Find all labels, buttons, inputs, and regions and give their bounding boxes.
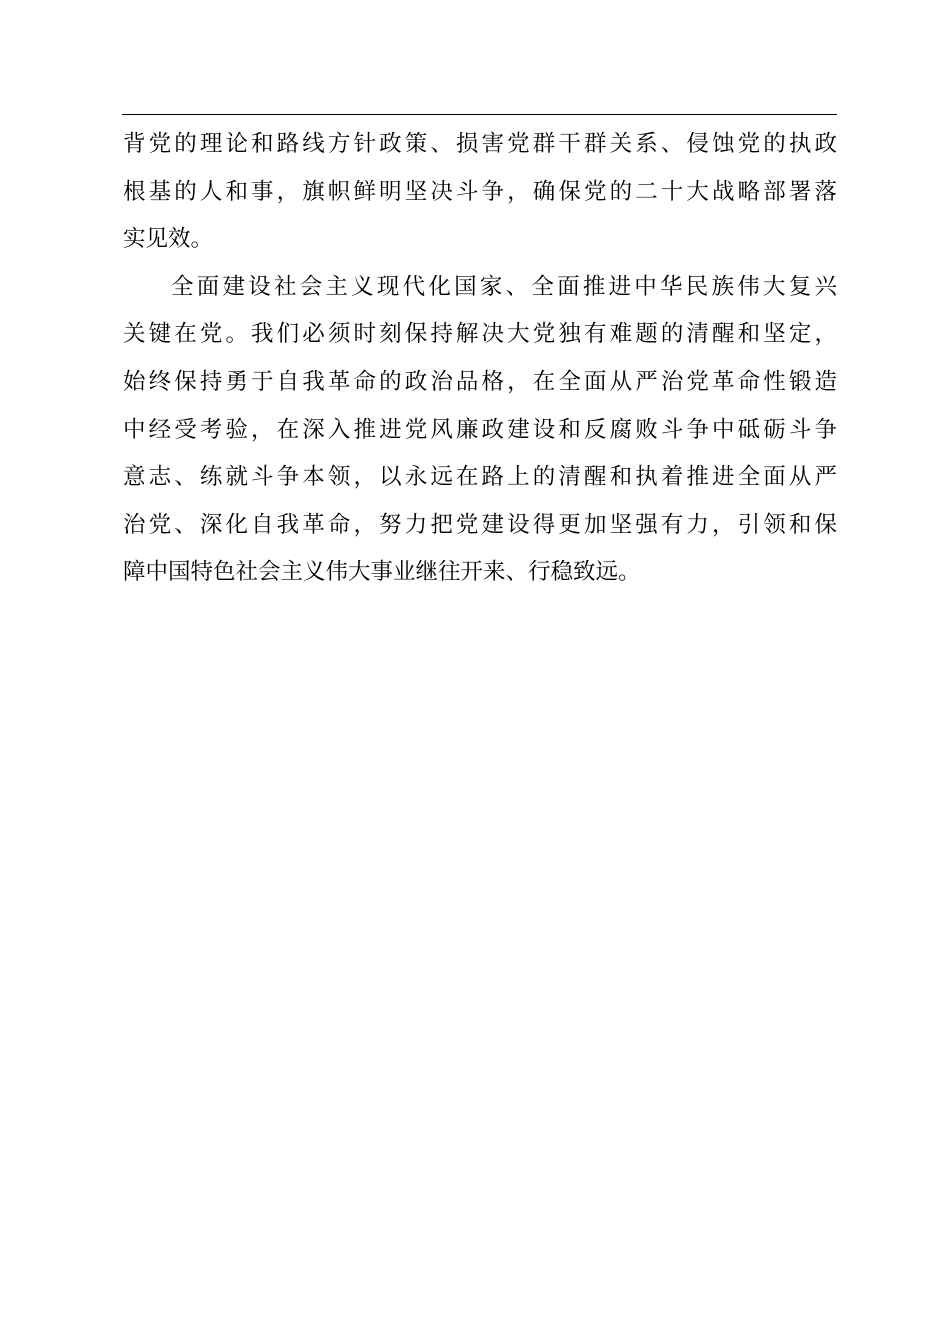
text-line: 关键在党。我们必须时刻保持解决大党独有难题的清醒和坚定， (123, 321, 837, 348)
paragraph (123, 121, 837, 264)
text-line: 治党、深化自我革命，努力把党建设得更加坚强有力，引领和保 (123, 511, 837, 538)
text-line: 全面建设社会主义现代化国家、全面推进中华民族伟大复兴 (171, 273, 837, 300)
text-line: 背党的理论和路线方针政策、损害党群干群关系、侵蚀党的执政 (123, 131, 837, 157)
text-line: 意志、练就斗争本领，以永远在路上的清醒和执着推进全面从严 (123, 464, 837, 491)
text-line: 障中国特色社会主义伟大事业继往开来、行稳致远。 (123, 559, 641, 586)
document-body (123, 121, 837, 597)
text-line: 中经受考验，在深入推进党风廉政建设和反腐败斗争中砥砺斗争 (123, 416, 837, 443)
text-line: 根基的人和事，旗帜鲜明坚决斗争，确保党的二十大战略部署落 (123, 178, 837, 205)
header-rule (122, 114, 837, 115)
text-line: 实见效。 (123, 226, 214, 253)
text-line: 始终保持勇于自我革命的政治品格，在全面从严治党革命性锻造 (123, 368, 837, 395)
paragraph (123, 264, 837, 597)
